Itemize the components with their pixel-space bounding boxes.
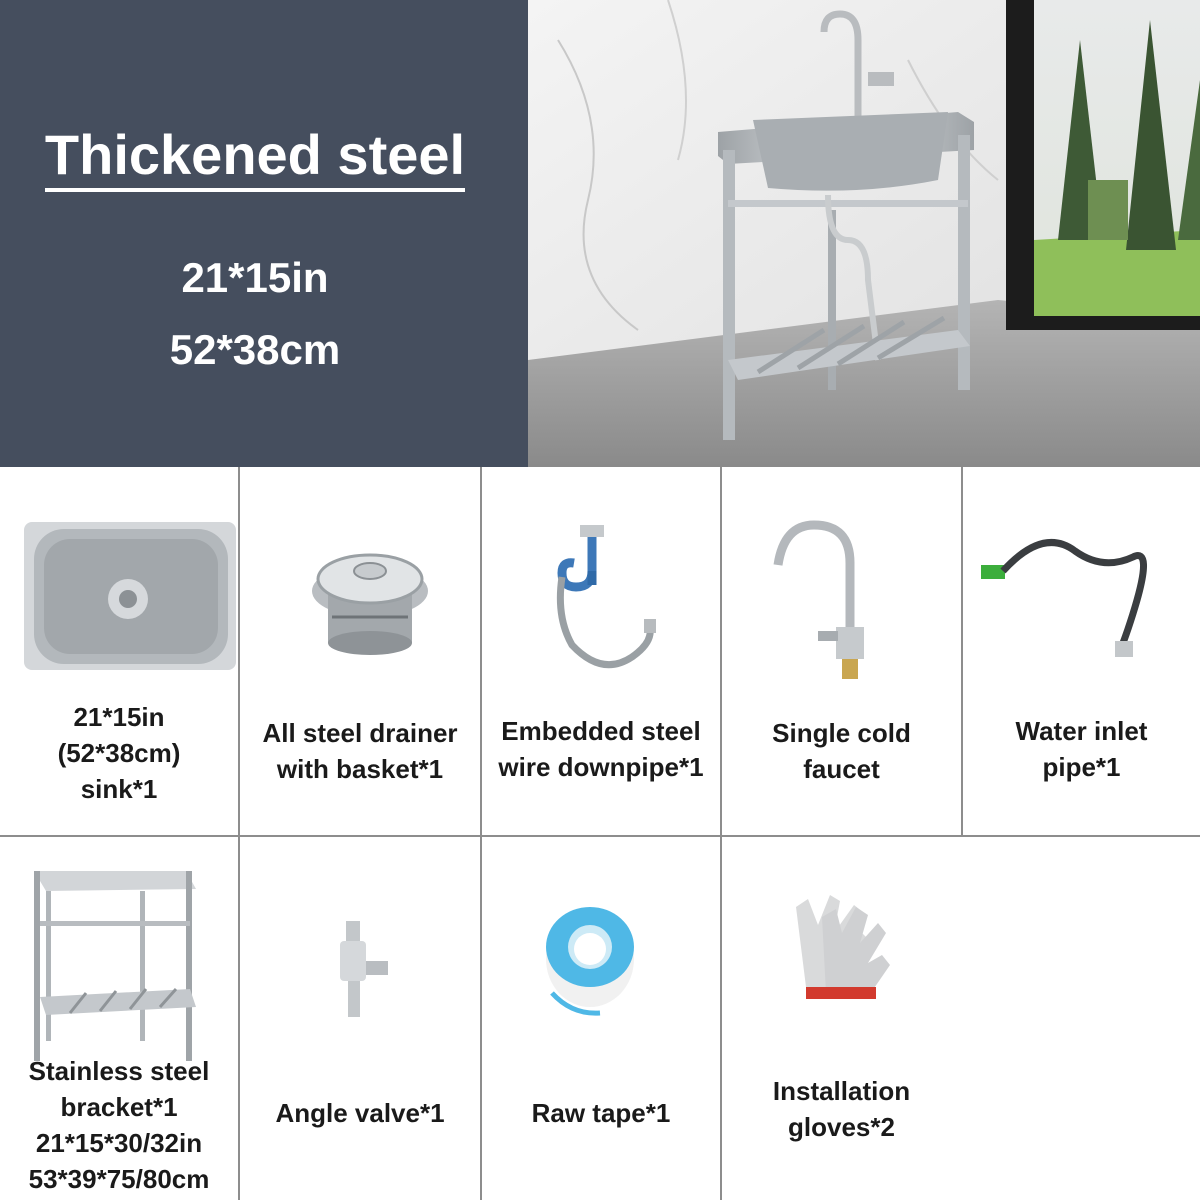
item-downpipe — [482, 467, 720, 835]
sink-basin-icon — [0, 467, 238, 697]
item-faucet — [722, 467, 961, 835]
item-caption: All steel drainer with basket*1 — [262, 718, 458, 784]
item-angle-valve — [240, 837, 480, 1200]
hero-section — [0, 0, 1200, 467]
item-drainer — [240, 467, 480, 835]
gloves-icon — [722, 837, 961, 1067]
package-contents-grid — [0, 467, 1200, 1200]
item-caption: Raw tape*1 — [531, 1098, 671, 1128]
item-caption: Single cold faucet — [772, 718, 911, 784]
hero-banner — [0, 0, 528, 467]
item-inlet-pipe — [963, 467, 1200, 835]
item-caption: Embedded steel wire downpipe*1 — [498, 716, 704, 782]
inlet-hose-icon — [963, 467, 1200, 697]
item-gloves — [722, 837, 961, 1200]
item-sink — [0, 467, 238, 835]
empty-cell — [963, 837, 1200, 1200]
item-caption: Stainless steel bracket*1 21*15*30/32in 53*39*75/80cm — [28, 1056, 210, 1194]
angle-valve-icon — [240, 837, 480, 1067]
downpipe-icon — [482, 467, 720, 697]
hero-size-cm: 52*38cm — [169, 326, 341, 373]
item-caption: 21*15in (52*38cm) sink*1 — [57, 702, 181, 804]
drainer-basket-icon — [240, 467, 480, 697]
item-caption: Installation gloves*2 — [772, 1076, 911, 1142]
item-caption: Angle valve*1 — [275, 1098, 445, 1128]
item-caption: Water inlet pipe*1 — [1015, 716, 1148, 782]
item-bracket — [0, 837, 238, 1200]
hero-size-inches: 21*15in — [181, 254, 329, 301]
product-photo — [528, 0, 1200, 467]
ptfe-tape-icon — [482, 837, 720, 1067]
bracket-frame-icon — [0, 837, 238, 1067]
hero-title: Thickened steel — [0, 122, 510, 187]
item-raw-tape — [482, 837, 720, 1200]
faucet-icon — [722, 467, 961, 697]
